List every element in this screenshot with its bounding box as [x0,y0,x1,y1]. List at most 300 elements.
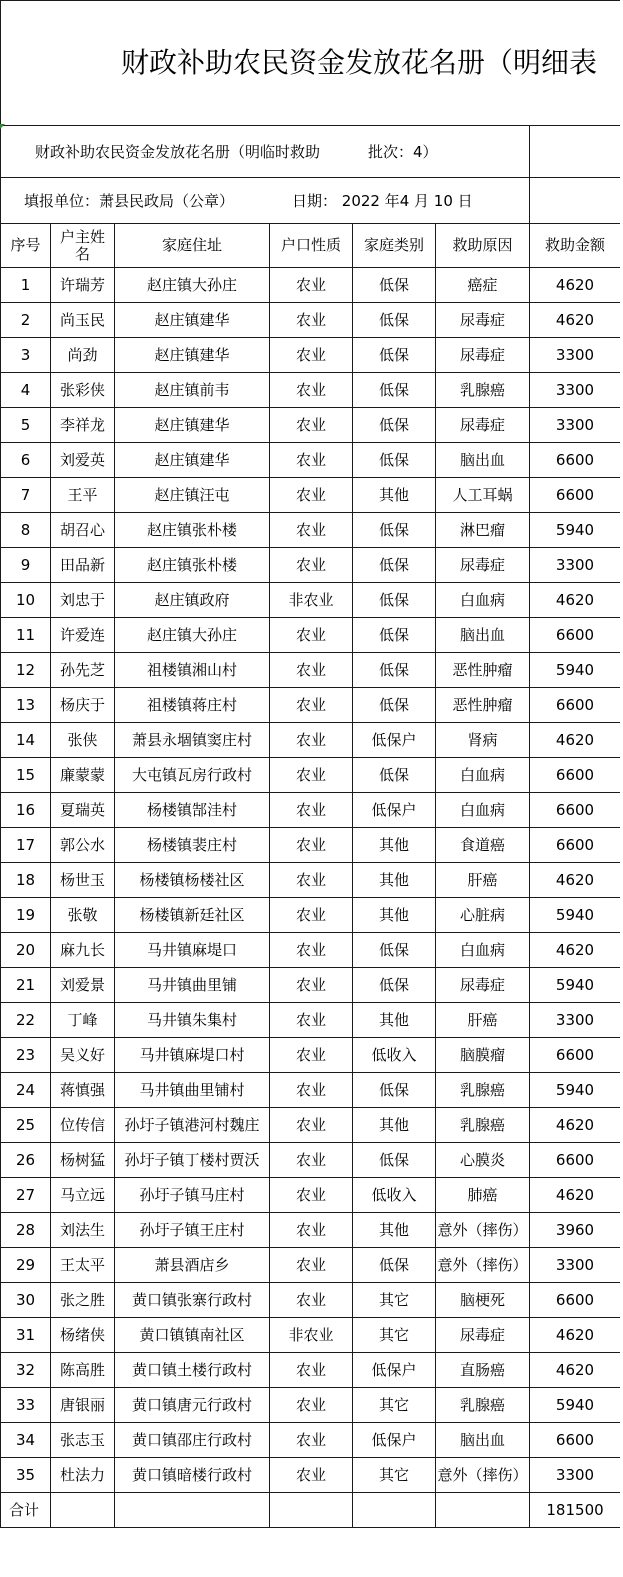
cell-address: 萧县酒店乡 [115,1248,270,1283]
cell-index: 13 [1,688,51,723]
header-index: 序号 [1,224,51,268]
cell-name: 丁峰 [51,1003,115,1038]
cell-address: 孙圩子镇丁楼村贾沃 [115,1143,270,1178]
cell-reason: 脑膜瘤 [436,1038,530,1073]
cell-address: 祖楼镇湘山村 [115,653,270,688]
cell-amount: 5940 [530,1073,621,1108]
cell-hukou: 非农业 [270,583,353,618]
cell-reason: 直肠癌 [436,1353,530,1388]
cell-family-type: 低保 [353,513,436,548]
cell-hukou: 农业 [270,1213,353,1248]
table-row [1,793,621,828]
cell-index: 21 [1,968,51,1003]
cell-index: 23 [1,1038,51,1073]
cell-address: 黄口镇暗楼行政村 [115,1458,270,1493]
table-row [1,1353,621,1388]
cell-amount: 6600 [530,828,621,863]
table-row [1,898,621,933]
table-row [1,1458,621,1493]
cell-reason: 恶性肿瘤 [436,653,530,688]
cell-name: 王平 [51,478,115,513]
cell-amount: 6600 [530,618,621,653]
cell-index: 33 [1,1388,51,1423]
cell-address: 赵庄镇张朴楼 [115,548,270,583]
cell-family-type: 低保 [353,443,436,478]
cell-family-type: 其它 [353,1283,436,1318]
table-row [1,1248,621,1283]
cell-family-type: 其它 [353,1458,436,1493]
cell-reason: 意外（摔伤） [436,1458,530,1493]
cell-address: 孙圩子镇王庄村 [115,1213,270,1248]
cell-amount: 5940 [530,898,621,933]
subtitle-cell [1,126,530,178]
cell-index: 14 [1,723,51,758]
cell-reason: 白血病 [436,793,530,828]
cell-index: 22 [1,1003,51,1038]
cell-amount: 6600 [530,1283,621,1318]
empty-cell [436,1493,530,1528]
table-row [1,443,621,478]
cell-name: 马立远 [51,1178,115,1213]
cell-reason: 脑出血 [436,618,530,653]
table-row [1,583,621,618]
cell-amount: 5940 [530,513,621,548]
cell-family-type: 其他 [353,828,436,863]
cell-name: 杨世玉 [51,863,115,898]
table-row [1,688,621,723]
cell-family-type: 低保 [353,373,436,408]
cell-index: 31 [1,1318,51,1353]
cell-family-type: 其它 [353,1318,436,1353]
cell-hukou: 农业 [270,898,353,933]
cell-reason: 尿毒症 [436,968,530,1003]
cell-index: 16 [1,793,51,828]
cell-reason: 尿毒症 [436,303,530,338]
cell-family-type: 低保 [353,1073,436,1108]
cell-name: 孙先芝 [51,653,115,688]
cell-family-type: 低保 [353,653,436,688]
cell-family-type: 低保 [353,618,436,653]
header-family-type: 家庭类别 [353,224,436,268]
cell-hukou: 农业 [270,1073,353,1108]
cell-name: 田品新 [51,548,115,583]
fill-info-cell [1,178,530,224]
cell-address: 杨楼镇郜洼村 [115,793,270,828]
header-reason: 救助原因 [436,224,530,268]
cell-family-type: 低保 [353,758,436,793]
cell-reason: 乳腺癌 [436,1388,530,1423]
cell-address: 马井镇曲里铺 [115,968,270,1003]
cell-family-type: 低保 [353,408,436,443]
cell-amount: 3300 [530,548,621,583]
table-row [1,863,621,898]
cell-name: 李祥龙 [51,408,115,443]
subtitle-name: 财政补助农民资金发放花名册（明临时救助 [35,142,321,161]
cell-amount: 4620 [530,303,621,338]
cell-index: 30 [1,1283,51,1318]
cell-reason: 尿毒症 [436,408,530,443]
table-row [1,828,621,863]
cell-index: 29 [1,1248,51,1283]
cell-address: 黄口镇张寨行政村 [115,1283,270,1318]
cell-index: 18 [1,863,51,898]
cell-family-type: 低保 [353,1143,436,1178]
empty-cell [270,1493,353,1528]
cell-address: 杨楼镇裴庄村 [115,828,270,863]
cell-index: 20 [1,933,51,968]
reporting-unit: 填报单位：萧县民政局（公章） [24,191,235,210]
cell-hukou: 农业 [270,793,353,828]
cell-family-type: 低收入 [353,1178,436,1213]
cell-family-type: 其他 [353,1213,436,1248]
cell-family-type: 低保户 [353,1353,436,1388]
cell-name: 尚玉民 [51,303,115,338]
table-row [1,478,621,513]
table-row [1,968,621,1003]
cell-amount: 3300 [530,373,621,408]
cell-name: 吴义好 [51,1038,115,1073]
cell-amount: 6600 [530,1038,621,1073]
cell-family-type: 其他 [353,898,436,933]
cell-address: 黄口镇土楼行政村 [115,1353,270,1388]
cell-hukou: 农业 [270,373,353,408]
cell-reason: 尿毒症 [436,1318,530,1353]
cell-family-type: 低保 [353,933,436,968]
cell-reason: 白血病 [436,933,530,968]
header-row [1,224,621,268]
cell-amount: 3960 [530,1213,621,1248]
cell-amount: 3300 [530,1458,621,1493]
cell-hukou: 农业 [270,933,353,968]
cell-address: 赵庄镇建华 [115,303,270,338]
batch-label: 批次：4） [368,142,438,161]
cell-name: 郭公水 [51,828,115,863]
cell-amount: 5940 [530,653,621,688]
cell-index: 2 [1,303,51,338]
cell-family-type: 低收入 [353,1038,436,1073]
cell-name: 刘爱景 [51,968,115,1003]
cell-hukou: 农业 [270,408,353,443]
cell-reason: 肝癌 [436,1003,530,1038]
cell-reason: 人工耳蜗 [436,478,530,513]
cell-reason: 脑出血 [436,1423,530,1458]
cell-index: 32 [1,1353,51,1388]
cell-amount: 6600 [530,793,621,828]
cell-address: 祖楼镇蒋庄村 [115,688,270,723]
empty-cell [115,1493,270,1528]
cell-index: 17 [1,828,51,863]
header-amount: 救助金额 [530,224,621,268]
cell-name: 杨庆于 [51,688,115,723]
cell-index: 5 [1,408,51,443]
cell-amount: 5940 [530,968,621,1003]
cell-reason: 尿毒症 [436,548,530,583]
cell-family-type: 低保 [353,548,436,583]
cell-index: 26 [1,1143,51,1178]
table-row [1,723,621,758]
empty-cell [353,1493,436,1528]
cell-name: 刘爱英 [51,443,115,478]
cell-family-type: 其他 [353,478,436,513]
cell-address: 萧县永堌镇窦庄村 [115,723,270,758]
cell-index: 10 [1,583,51,618]
cell-address: 赵庄镇前韦 [115,373,270,408]
total-amount: 181500 [530,1493,621,1528]
cell-address: 赵庄镇建华 [115,443,270,478]
cell-reason: 乳腺癌 [436,1108,530,1143]
cell-hukou: 农业 [270,1388,353,1423]
cell-index: 6 [1,443,51,478]
table-row [1,758,621,793]
cell-family-type: 低保 [353,303,436,338]
cell-amount: 6600 [530,688,621,723]
cell-family-type: 其它 [353,1388,436,1423]
cell-hukou: 非农业 [270,1318,353,1353]
cell-family-type: 低保 [353,968,436,1003]
cell-name: 王太平 [51,1248,115,1283]
cell-name: 刘法生 [51,1213,115,1248]
cell-reason: 意外（摔伤） [436,1213,530,1248]
empty-cell [530,126,621,178]
table-row [1,268,621,303]
cell-address: 杨楼镇杨楼社区 [115,863,270,898]
cell-index: 24 [1,1073,51,1108]
cell-reason: 恶性肿瘤 [436,688,530,723]
cell-index: 12 [1,653,51,688]
header-address: 家庭住址 [115,224,270,268]
cell-amount: 6600 [530,1143,621,1178]
table-row [1,548,621,583]
table-row [1,303,621,338]
cell-hukou: 农业 [270,723,353,758]
cell-amount: 4620 [530,268,621,303]
cell-reason: 肝癌 [436,863,530,898]
cell-hukou: 农业 [270,653,353,688]
cell-name: 杨绪侠 [51,1318,115,1353]
cell-index: 27 [1,1178,51,1213]
cell-amount: 4620 [530,1178,621,1213]
cell-name: 夏瑞英 [51,793,115,828]
cell-reason: 尿毒症 [436,338,530,373]
cell-family-type: 低保 [353,583,436,618]
cell-reason: 肺癌 [436,1178,530,1213]
cell-family-type: 其他 [353,863,436,898]
cell-name: 位传信 [51,1108,115,1143]
total-row [1,1493,621,1528]
cell-family-type: 低保户 [353,793,436,828]
cell-family-type: 低保户 [353,723,436,758]
cell-amount: 6600 [530,443,621,478]
cell-hukou: 农业 [270,968,353,1003]
cell-reason: 白血病 [436,758,530,793]
cell-amount: 4620 [530,1108,621,1143]
cell-family-type: 低保 [353,338,436,373]
table-row [1,1108,621,1143]
cell-address: 马井镇朱集村 [115,1003,270,1038]
total-label: 合计 [1,1493,51,1528]
table-row [1,513,621,548]
cell-name: 廉蒙蒙 [51,758,115,793]
cell-hukou: 农业 [270,1178,353,1213]
cell-marker-icon [0,124,5,129]
table-row [1,1003,621,1038]
cell-name: 许爱连 [51,618,115,653]
table-row [1,338,621,373]
cell-reason: 脑出血 [436,443,530,478]
cell-family-type: 其他 [353,1003,436,1038]
cell-index: 15 [1,758,51,793]
cell-hukou: 农业 [270,863,353,898]
cell-amount: 6600 [530,1423,621,1458]
table-row [1,1143,621,1178]
cell-hukou: 农业 [270,1038,353,1073]
cell-amount: 3300 [530,1003,621,1038]
cell-hukou: 农业 [270,1248,353,1283]
cell-name: 杨树猛 [51,1143,115,1178]
cell-name: 张侠 [51,723,115,758]
cell-address: 赵庄镇大孙庄 [115,618,270,653]
cell-reason: 脑梗死 [436,1283,530,1318]
table-row [1,408,621,443]
cell-address: 马井镇麻堤口 [115,933,270,968]
cell-reason: 心膜炎 [436,1143,530,1178]
cell-address: 杨楼镇新廷社区 [115,898,270,933]
cell-address: 黄口镇唐元行政村 [115,1388,270,1423]
cell-address: 孙圩子镇港河村魏庄 [115,1108,270,1143]
cell-amount: 4620 [530,863,621,898]
cell-index: 34 [1,1423,51,1458]
cell-hukou: 农业 [270,758,353,793]
cell-reason: 心脏病 [436,898,530,933]
cell-reason: 意外（摔伤） [436,1248,530,1283]
cell-address: 孙圩子镇马庄村 [115,1178,270,1213]
cell-index: 19 [1,898,51,933]
cell-address: 赵庄镇建华 [115,338,270,373]
cell-name: 刘忠于 [51,583,115,618]
table-row [1,373,621,408]
cell-hukou: 农业 [270,688,353,723]
table-row [1,933,621,968]
cell-reason: 淋巴瘤 [436,513,530,548]
cell-hukou: 农业 [270,268,353,303]
cell-family-type: 低保 [353,688,436,723]
cell-family-type: 低保 [353,1248,436,1283]
cell-hukou: 农业 [270,443,353,478]
report-date: 日期： 2022 年4 月 10 日 [292,191,473,210]
table-row [1,653,621,688]
cell-name: 唐银丽 [51,1388,115,1423]
table-row [1,1213,621,1248]
cell-family-type: 低保户 [353,1423,436,1458]
cell-index: 7 [1,478,51,513]
cell-name: 张彩侠 [51,373,115,408]
cell-hukou: 农业 [270,828,353,863]
cell-address: 赵庄镇大孙庄 [115,268,270,303]
cell-address: 赵庄镇汪屯 [115,478,270,513]
empty-cell [51,1493,115,1528]
table-row [1,1423,621,1458]
cell-index: 3 [1,338,51,373]
cell-hukou: 农业 [270,1353,353,1388]
cell-index: 28 [1,1213,51,1248]
cell-amount: 4620 [530,1353,621,1388]
cell-amount: 3300 [530,408,621,443]
cell-hukou: 农业 [270,1143,353,1178]
cell-reason: 白血病 [436,583,530,618]
cell-index: 35 [1,1458,51,1493]
cell-amount: 6600 [530,478,621,513]
cell-reason: 乳腺癌 [436,1073,530,1108]
cell-reason: 乳腺癌 [436,373,530,408]
table-row [1,618,621,653]
cell-index: 9 [1,548,51,583]
empty-cell [530,178,621,224]
cell-amount: 3300 [530,338,621,373]
cell-reason: 癌症 [436,268,530,303]
cell-reason: 肾病 [436,723,530,758]
cell-amount: 4620 [530,583,621,618]
cell-name: 张之胜 [51,1283,115,1318]
cell-hukou: 农业 [270,1283,353,1318]
cell-address: 赵庄镇建华 [115,408,270,443]
cell-hukou: 农业 [270,478,353,513]
cell-name: 张志玉 [51,1423,115,1458]
cell-index: 25 [1,1108,51,1143]
page-title: 财政补助农民资金发放花名册（明细表 [1,1,621,126]
cell-hukou: 农业 [270,1423,353,1458]
cell-address: 赵庄镇张朴楼 [115,513,270,548]
table-row [1,1038,621,1073]
table-row [1,1073,621,1108]
header-hukou: 户口性质 [270,224,353,268]
cell-address: 大屯镇瓦房行政村 [115,758,270,793]
cell-address: 马井镇曲里铺村 [115,1073,270,1108]
cell-address: 马井镇麻堤口村 [115,1038,270,1073]
cell-hukou: 农业 [270,1458,353,1493]
cell-name: 胡召心 [51,513,115,548]
cell-index: 11 [1,618,51,653]
cell-amount: 4620 [530,933,621,968]
cell-amount: 3300 [530,1248,621,1283]
cell-family-type: 低保 [353,268,436,303]
cell-amount: 6600 [530,758,621,793]
cell-hukou: 农业 [270,513,353,548]
cell-address: 黄口镇镇南社区 [115,1318,270,1353]
cell-name: 许瑞芳 [51,268,115,303]
cell-amount: 4620 [530,723,621,758]
cell-name: 蒋慎强 [51,1073,115,1108]
cell-name: 陈高胜 [51,1353,115,1388]
cell-index: 8 [1,513,51,548]
cell-family-type: 其他 [353,1108,436,1143]
table-row [1,1388,621,1423]
table-row [1,1283,621,1318]
cell-name: 张敬 [51,898,115,933]
cell-hukou: 农业 [270,1003,353,1038]
cell-hukou: 农业 [270,548,353,583]
cell-index: 4 [1,373,51,408]
cell-address: 赵庄镇政府 [115,583,270,618]
table-row [1,1318,621,1353]
cell-index: 1 [1,268,51,303]
cell-name: 杜法力 [51,1458,115,1493]
header-name: 户主姓名 [51,224,115,268]
cell-hukou: 农业 [270,618,353,653]
cell-reason: 食道癌 [436,828,530,863]
table-row [1,1178,621,1213]
cell-hukou: 农业 [270,338,353,373]
cell-name: 麻九长 [51,933,115,968]
